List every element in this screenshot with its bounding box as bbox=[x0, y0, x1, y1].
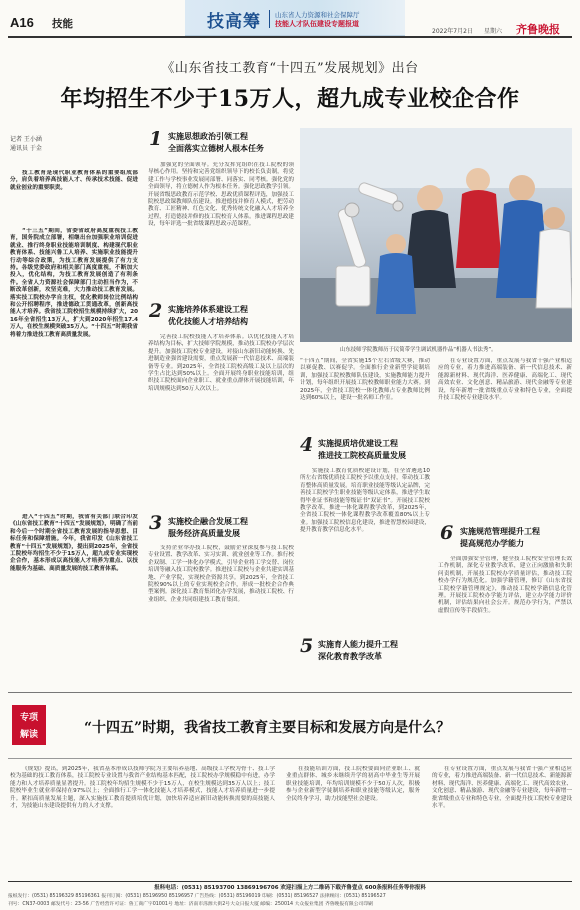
section-4-body: 实施技工教育优质校建设计划，在全省遴选10所左右省级优质技工院校予以重点支持，带动技工教育整体高质量发展。培育职业技能等级认定品牌，完善技工院校学生职业技能等级认定体系，推进学生取得毕业证书和技能等级证书“双证书”。开展技工院校教学改革，推进一体化课程教学改革，到2025年，全省技工院校一体化课程教学改革覆盖80%以上专业。加强技工院校信息化建设，推进智慧校园建设，提升教育教学信息化水平。 bbox=[300, 468, 430, 534]
photo-caption: 山东技师学院教师历于民简带学生调试机器作品“机器人书法秀”。 bbox=[340, 347, 497, 353]
section-3-title1: 实施校企融合发展工程 bbox=[168, 516, 248, 526]
section-2-body: 完善技工院校技能人才培养体系。以优化技能人才培养结构为目标，扩大技师学院规模，推动技工院校办学层次提升。加强技工院校专业建设，对接山东新旧动能转换、先进制造业强省建设需要，重点发展新一代信息技术、高端装备等专业。到2025年，全省技工院校高级工及以上层次的学生占比达到50%以上。全面开展终身职业技能培训，组织技工院校面向企业职工、就业重点群体开展技能培训，年培训规模达到50万人次以上。 bbox=[148, 334, 294, 392]
header-rule bbox=[8, 36, 572, 38]
right-column-text: 在专业设置方面，重点发展与我省十强产业相适应的专业，着力推进高端装备、新一代信息技术、新能源新材料、现代海洋、医养健康、高端化工、现代高效农业、文化创意、精品旅游、现代金融等专业建设，每年新增一批省级重点专业和特色专业，全面提升技工院校专业建设水平。 bbox=[438, 358, 572, 402]
section-6-title2: 提高规范办学能力 bbox=[460, 538, 524, 548]
issue-weekday: 星期六 bbox=[484, 28, 503, 35]
section-4-title1: 实施提质培优建设工程 bbox=[318, 438, 398, 448]
lead-paragraph-1: 技工教育是现代职业教育体系的重要组成部分，肩负着培养高技能人才、传承技术技能、促进就业创业的重要职责。 bbox=[10, 170, 138, 191]
section-6-number: 6 bbox=[440, 522, 454, 544]
article-photo bbox=[300, 128, 572, 342]
expert-label bbox=[12, 705, 46, 745]
footer-line2: 报纸发行：(0531) 85196329 85196361 报刊订阅：(0531) 85196950 85196957 广告热线：(0531) 85196019 印刷：(0531) 85196527 法律顾问：(0531) 85196527 bbox=[8, 894, 386, 899]
section-3-title2: 服务经济高质量发展 bbox=[168, 528, 240, 538]
section-5-title2: 深化教育教学改革 bbox=[318, 651, 382, 661]
section-4-number: 4 bbox=[300, 434, 314, 456]
section-6-body: 全面加强安全管理，健全技工院校安全管理长效工作机制，深化专业教学改革，建立正向激励和失职问责机制，开展技工院校办学质量评估，推动技工院校办学行为规范化。加强学籍管理，修订《山东省技工院校学籍管理规定》，推动技工院校学籍信息化管理。开展技工院校办学能力评估，建立办学能力评价机制，评估结果向社会公开。规范办学行为，严禁以虚假宣传等手段招生。 bbox=[438, 556, 572, 614]
expert-headline: “十四五”时期，我省技工教育主要目标和发展方向是什么？ bbox=[84, 720, 451, 736]
header-banner bbox=[185, 0, 405, 36]
section-5-title1: 实施育人能力提升工程 bbox=[318, 639, 398, 649]
lead-paragraph-2: “十三五”期间，省委省政府高度重视技工教育，国务院成立部署，相继出台加强职业培训促进就业、推行终身职业技能培训制度、构建现代职业教育体系、技能兴鲁工人培养、实施职业技能提升行动等综合政策，为技工教育发展提供了有力支持。各级党委政府和相关部门高度重视，不断加大投入，优化结构，为技工教育发展创造了有利条件。全省人力资源社会保障部门主动担当作为，不断改革创新，攻坚克难，大力推动技工教育发展。落实技工院校办学自主权，优化教师岗位比例结构和公开招聘程序，推进德政工贯通改革，创新高技能人才培养。我省技工院校招生规模持续扩大，2016年全省招生13万人，扩大到2020年招生17.4万人，在校生规模突破35万人。“十四五”时期我省将着力推进技工教育高质量发展。 bbox=[10, 228, 138, 338]
section-5-number: 5 bbox=[300, 635, 314, 657]
expert-body-1: 《规划》提出，到2025年，我省基本形成以技师学院为主要培养基地、高级技工学校为骨干、技工学校为基础的技工教育体系，技工院校专业设置与我省产业结构基本匹配，技工院校办学规模稳中有进，办学能力和人才培养质量显著提升。技工院校年均招生规模不少于15万人，在校生规模达到35万人以上；技工院校毕业生就业率保持在97%以上；全面推行工学一体化技能人才培养模式，技能人才培养质量进一步提升。紧扣高质量发展主题，深入实施技工教育提质培优计划，加快培养适应新旧动能转换需要的高技能人才，为技能山东建设提供有力的人才支撑。 bbox=[10, 766, 275, 810]
section-1-title2: 全面落实立德树人根本任务 bbox=[168, 143, 264, 153]
lead-paragraph-3: 进入“十四五”时期，我省有关部门联合印发《山东省技工教育“十四五”发展规划》，明确了当前和今后一个时期全省技工教育发展的指导思想、目标任务和保障措施。今年，我省印发《山东省技工教育“十四五”发展规划》，提出到2025年，全省技工院校年均招生不少于15万人，超九成专业实现校企合作，基本形成以高技能人才培养为重点、以技能服务为基础、高质量发展的技工教育体系。 bbox=[10, 514, 138, 572]
article-subtitle: 《山东省技工教育“十四五”发展规划》出台 bbox=[161, 61, 419, 76]
banner-divider bbox=[269, 10, 270, 28]
section-name: 技能 bbox=[52, 18, 73, 30]
paper-logo: 齐鲁晚报 bbox=[516, 23, 560, 36]
section-3-body: 支持企业举办技工院校，鼓励企业深度参与技工院校专业设置、教学改革、实习实训、就业创业等工作。推行校企双制、工学一体化办学模式，引导企业将工学交替、岗位培训等融入技工院校教学。推进技工院校与企业共建实训基地、产业学院，实现校企资源共享。到2025年，全省技工院校90%以上的专业实现校企合作，形成一批校企合作典型案例。深化技工教育集团化办学发展，推动技工院校、行业组织、企业共同组建技工教育集团。 bbox=[148, 545, 294, 603]
section-2-title2: 优化技能人才培养结构 bbox=[168, 316, 248, 326]
section-5-intro: “十四五”期间，全省实施15个左右省级大赛，推动以赛促教、以赛促学。全面推行企业新型学徒制培训，加强技工院校教师队伍建设，实施教师能力提升计划，每年组织开展技工院校教师职业能力大赛。到2025年，全省技工院校一体化教师占专业教师比例达到60%以上，建设一批名师工作室。 bbox=[300, 358, 430, 402]
expert-label-line1: 专项 bbox=[19, 713, 38, 723]
section-3-number: 3 bbox=[149, 512, 163, 534]
banner-line1: 山东省人力资源和社会保障厅 bbox=[275, 11, 360, 19]
section-4-title2: 推进技工院校高质量发展 bbox=[318, 450, 406, 460]
expert-top-rule bbox=[8, 692, 572, 693]
page-number: A16 bbox=[10, 15, 34, 30]
expert-rule bbox=[8, 758, 572, 759]
expert-label-line2: 解读 bbox=[19, 730, 38, 740]
expert-body-3: 在专业设置方面，重点发展与我省十强产业相适应的专业，着力推进高端装备、新一代信息技术、新能源新材料、现代海洋、医养健康、高端化工、现代高效农业、文化创意、精品旅游、现代金融等专业建设，每年新增一批省级重点专业和特色专业，全面提升技工院校专业建设水平。 bbox=[432, 766, 572, 810]
footer-line3: 刊号：CN37-0003 邮发代号：23-56 广告经营许可证：鲁工商广字01001号 地址：济南市泺源大街2号大众日报大厦 邮编：250014 大众报业集团 齐鲁晚报有限公司印刷 bbox=[8, 902, 373, 907]
byline-reporter: 记者 王小涵 bbox=[10, 136, 42, 143]
section-6-title1: 实施规范管理提升工程 bbox=[460, 526, 540, 536]
expert-body-2: 在技能培训方面，技工院校要面向企业职工、就业重点群体、城乡未继续升学的初高中毕业生等开展职业技能培训，年均培训规模不少于50万人次，积极参与企业新型学徒制培养和职业技能等级认定，服务全民终身学习，助力技能型社会建设。 bbox=[286, 766, 420, 802]
section-1-title1: 实施思想政治引领工程 bbox=[168, 131, 248, 141]
footer-rule bbox=[8, 881, 572, 882]
byline-correspondent: 通讯员 于金 bbox=[10, 145, 42, 152]
issue-date: 2022年7月2日 bbox=[432, 28, 473, 35]
section-1-body: 加强党的全面领导。充分发挥党组织在技工院校的领导核心作用。坚持和完善党组织领导下的校长负责制，将党建工作与学校事业发展同部署、同落实、同考核。强化党的全面领导，将立德树人作为根本任务。强化思政教学引领。开展省级思政教育示范学校、思政优质课程评选，加强技工院校思政课教师队伍建设。推进德技并修育人模式，把劳动教育、工匠精神、红色文化、优秀传统文化融入人才培养全过程，打造德技并修的技工院校育人体系。推进课程思政建设，每年评选一批省级课程思政示范课程。 bbox=[148, 162, 294, 228]
banner-line2: 技能人才队伍建设专题报道 bbox=[275, 20, 359, 28]
article-headline: 年均招生不少于15万人，超九成专业校企合作 bbox=[60, 86, 520, 112]
page-header bbox=[0, 0, 580, 36]
section-1-number: 1 bbox=[149, 128, 163, 150]
section-2-number: 2 bbox=[149, 300, 163, 322]
photo-scene bbox=[300, 128, 572, 342]
banner-logo: 技高筹 bbox=[207, 12, 261, 32]
footer-line1: 报料电话：(0531) 85193700 13869196706 欢迎扫描上方二维码下载齐鲁壹点 600条报料任务等你报料 bbox=[154, 885, 426, 891]
section-2-title1: 实施培养体系建设工程 bbox=[168, 304, 248, 314]
